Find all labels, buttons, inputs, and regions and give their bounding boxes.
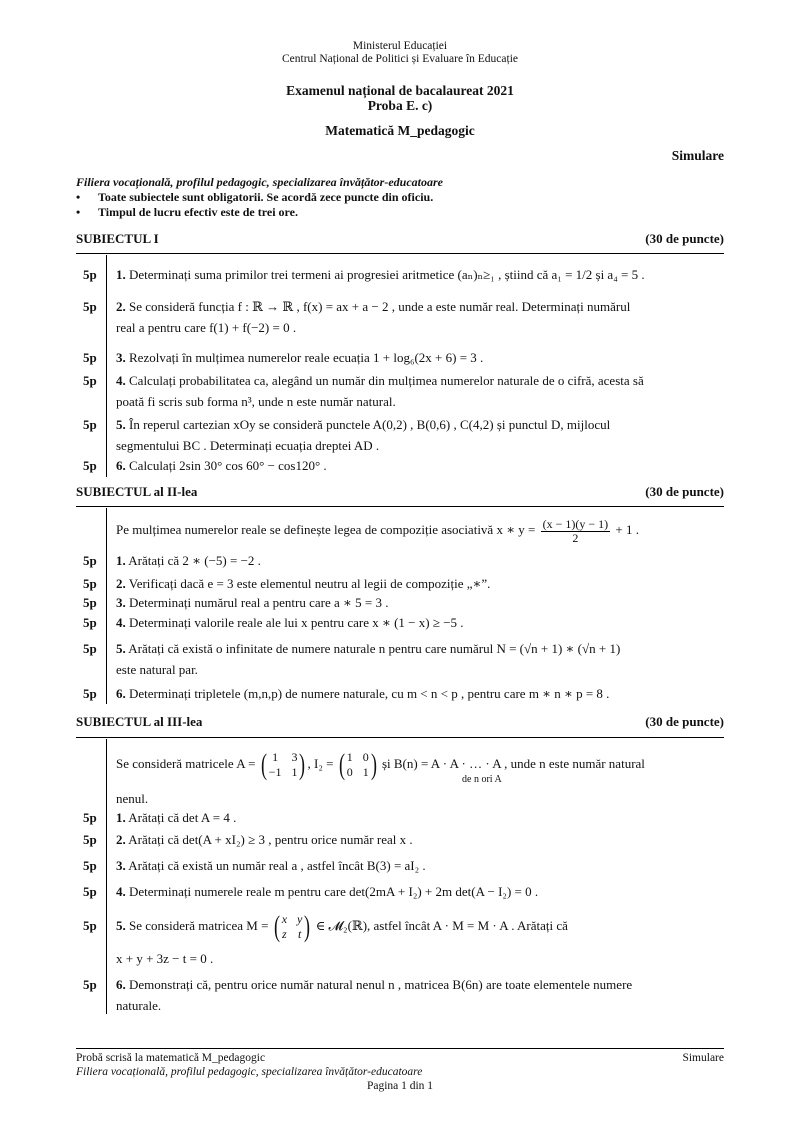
footer-right-1: Simulare [682, 1052, 724, 1064]
exam-subject: Matematică M_pedagogic [325, 123, 475, 138]
exam-title: Examenul național de bacalaureat 2021 [286, 83, 514, 98]
subject-3-title: SUBIECTUL al III-lea [76, 714, 203, 729]
header-ministry: Ministerul Educației [352, 40, 448, 52]
matrix-A: ( 1 3 −1 1 ) [260, 748, 306, 782]
header-center: Centrul Național de Politici și Evaluare în Educație [281, 53, 518, 65]
fraction: $\frac{(x - 1)(y - 1)}{2}$ [542, 516, 609, 545]
exam-proba: Proba E. c) [367, 98, 433, 113]
bullet-icon: • [76, 190, 81, 204]
points-label: 5p [83, 299, 97, 314]
footer-row-1 [76, 1052, 724, 1065]
intro-block [76, 175, 443, 220]
page-number: Pagina 1 din 1 [366, 1080, 434, 1092]
points-column-line [106, 739, 107, 1014]
bullet-icon: • [76, 205, 81, 219]
points-label: 5p [83, 615, 97, 630]
brace-label: de n ori A [462, 774, 502, 785]
points-label: 5p [83, 417, 97, 432]
points-label: 5p [83, 267, 97, 282]
points-label: 5p [83, 350, 97, 365]
points-label: 5p [83, 686, 97, 701]
intro-bullet-2: Timpul de lucru efectiv este de trei ore. [98, 205, 298, 219]
points-label: 5p [83, 553, 97, 568]
subject-2-header [76, 484, 724, 500]
subject-1-points: (30 de puncte) [645, 231, 724, 246]
divider [76, 253, 724, 254]
subject-1-header [76, 231, 724, 247]
divider [76, 737, 724, 738]
footer-left-1: Probă scrisă la matematică M_pedagogic [76, 1052, 266, 1064]
footer-left-2: Filiera vocațională, profilul pedagogic, specializarea învățător-educatoare [76, 1066, 423, 1078]
subject-2-points: (30 de puncte) [645, 484, 724, 499]
intro-bullet-1: Toate subiectele sunt obligatorii. Se acordă zece puncte din oficiu. [98, 190, 434, 204]
divider [76, 506, 724, 507]
points-label: 5p [83, 832, 97, 847]
points-label: 5p [83, 641, 97, 656]
subject-1-title: SUBIECTUL I [76, 231, 159, 246]
footer-divider [76, 1048, 724, 1049]
matrix-M: ( x y z t ) [273, 910, 311, 944]
points-label: 5p [83, 373, 97, 388]
simulation-label: Simulare [671, 148, 724, 163]
subject-3-points: (30 de puncte) [645, 714, 724, 729]
subject-3-header [76, 714, 724, 730]
intro-filiera: Filiera vocațională, profilul pedagogic, specializarea învățător-educatoare [76, 175, 443, 189]
points-label: 5p [83, 595, 97, 610]
matrix-I2: ( 1 0 0 1 ) [338, 748, 377, 782]
points-label: 5p [83, 918, 97, 933]
points-label: 5p [83, 810, 97, 825]
points-label: 5p [83, 576, 97, 591]
points-label: 5p [83, 858, 97, 873]
subject-2-title: SUBIECTUL al II-lea [76, 484, 198, 499]
points-label: 5p [83, 458, 97, 473]
points-label: 5p [83, 884, 97, 899]
points-label: 5p [83, 977, 97, 992]
